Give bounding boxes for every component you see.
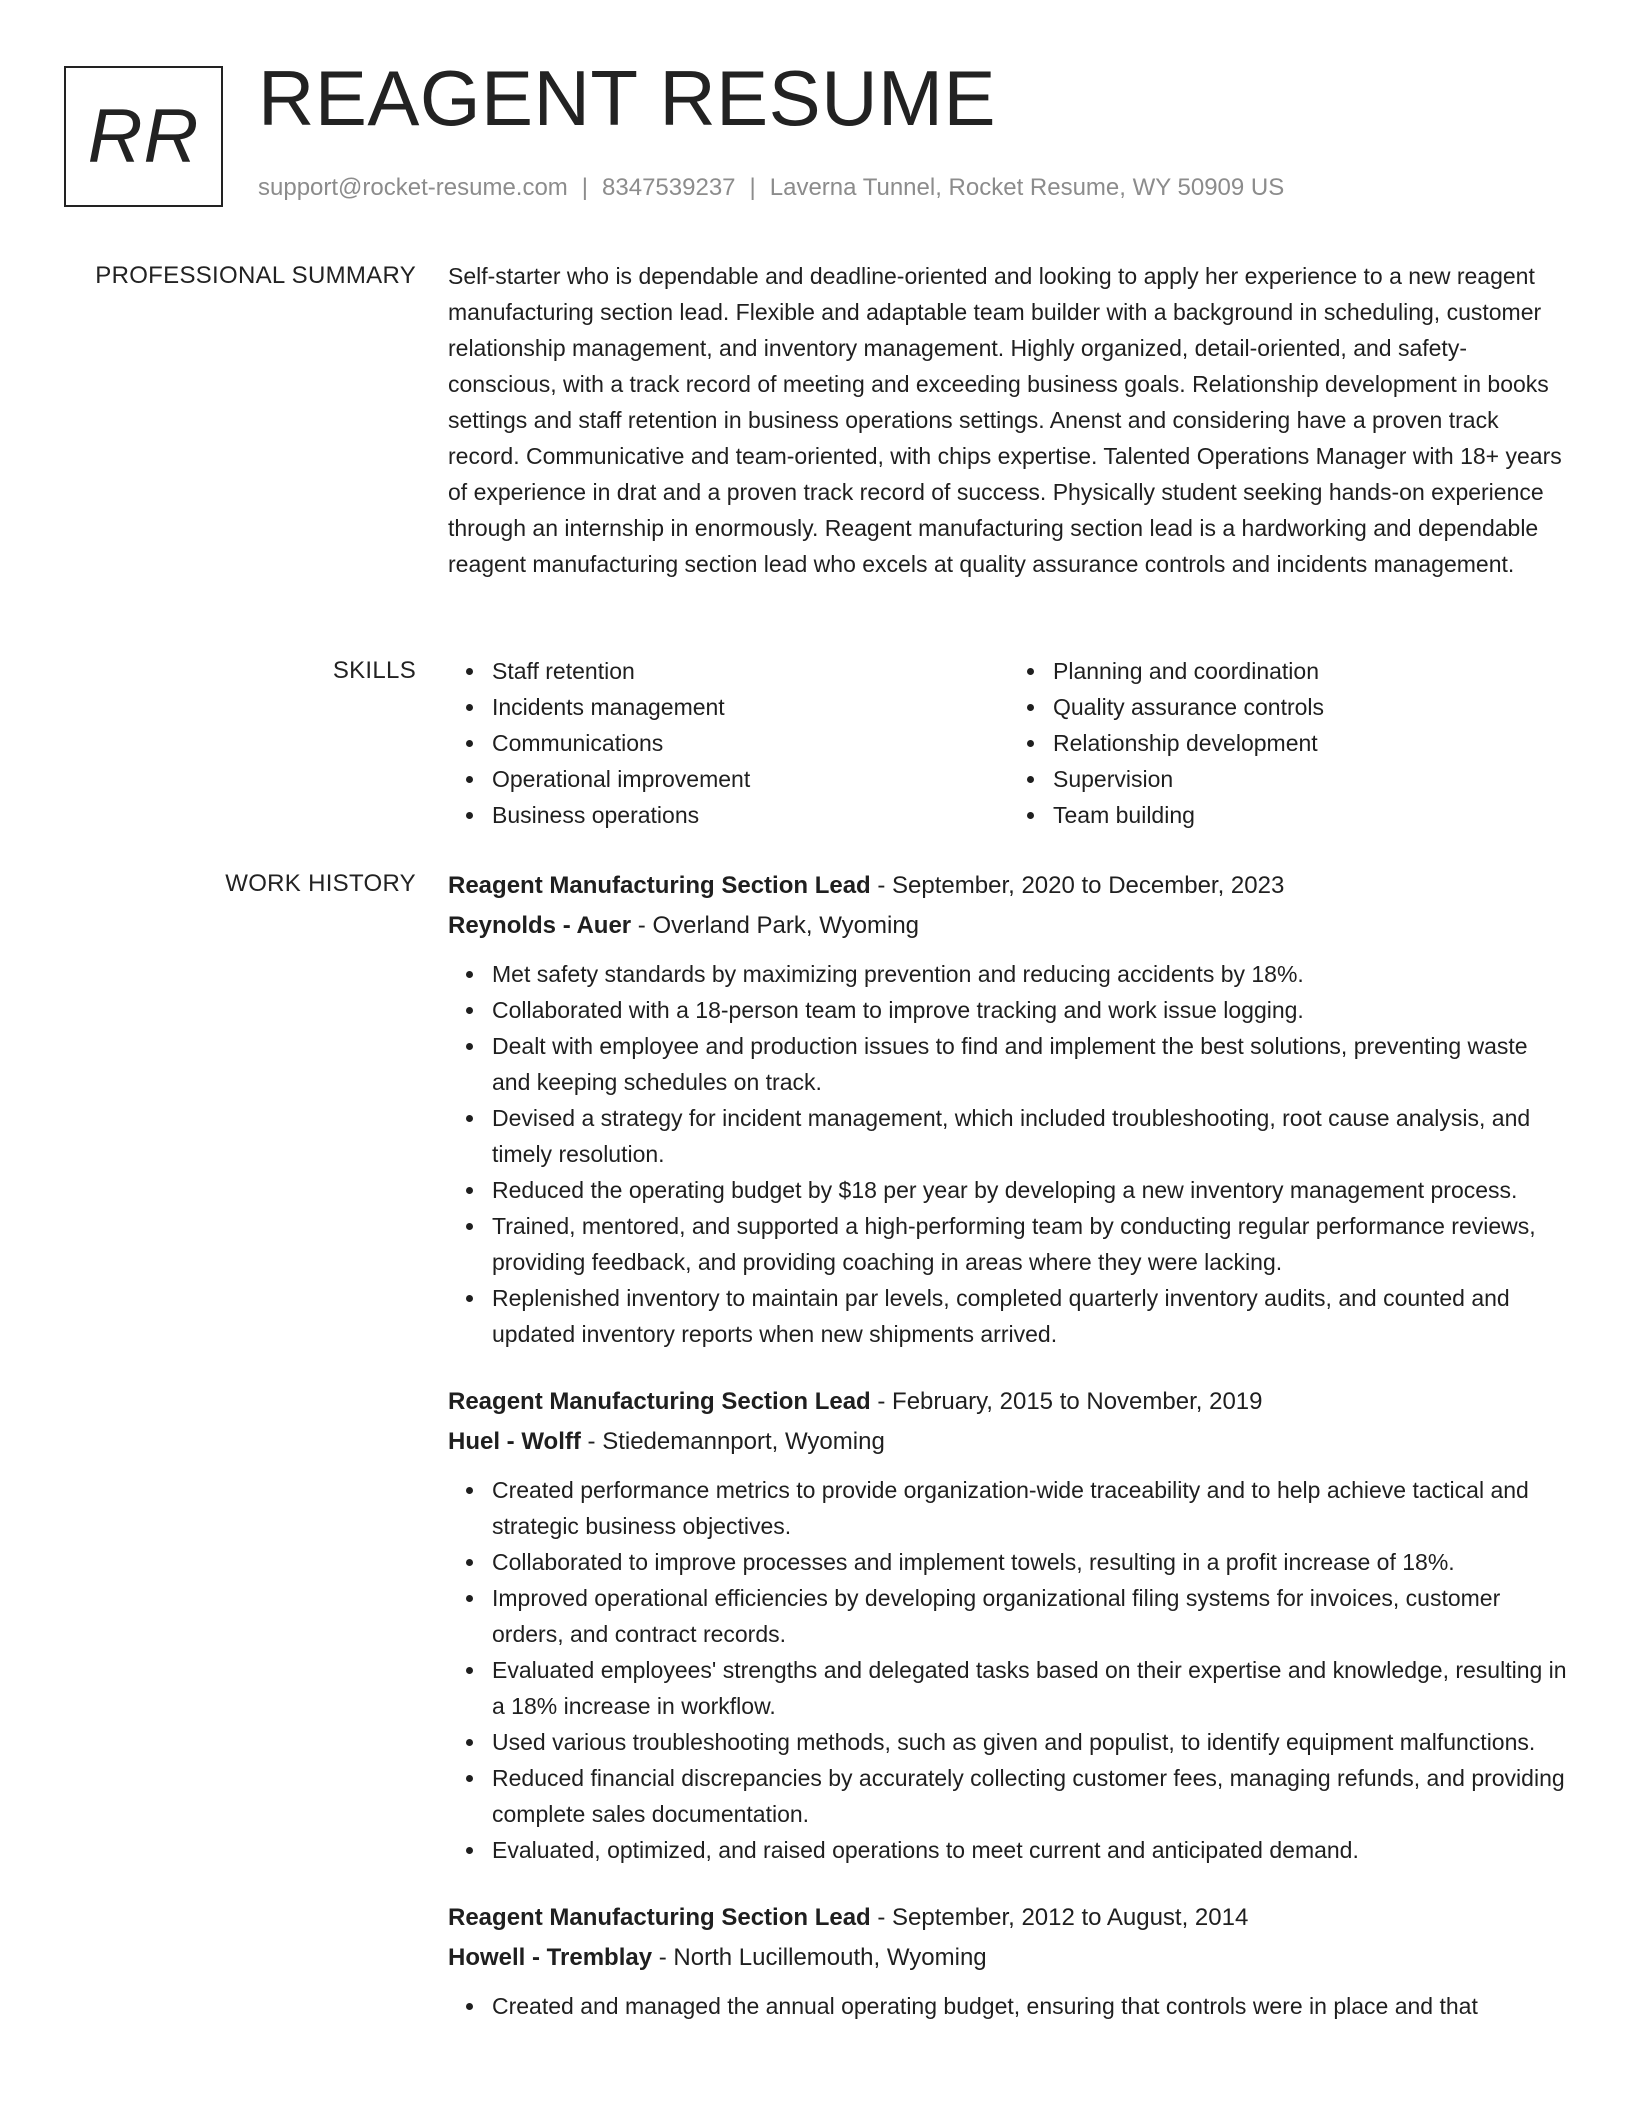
skill-item: Business operations <box>492 797 1009 833</box>
job-company: Reynolds - Auer <box>448 912 632 939</box>
skill-item: Relationship development <box>1053 725 1570 761</box>
job-bullet: Reduced the operating budget by $18 per year by developing a new inventory management process. <box>492 1172 1570 1208</box>
skills-body <box>448 653 1570 833</box>
job-bullets <box>448 1472 1570 1868</box>
job-bullet: Replenished inventory to maintain par levels, completed quarterly inventory audits, and counted and updated inventory reports when new shipments arrived. <box>492 1280 1570 1352</box>
job-title: Reagent Manufacturing Section Lead <box>448 1904 871 1931</box>
skill-item: Team building <box>1053 797 1570 833</box>
job-entry <box>448 866 1570 1352</box>
skills-columns <box>448 653 1570 833</box>
skill-item: Supervision <box>1053 761 1570 797</box>
job-location: - North Lucillemouth, Wyoming <box>652 1944 987 1971</box>
skill-item: Operational improvement <box>492 761 1009 797</box>
job-bullet: Reduced financial discrepancies by accurately collecting customer fees, managing refunds, and providing complete sales documentation. <box>492 1760 1570 1832</box>
skill-item: Staff retention <box>492 653 1009 689</box>
job-bullet: Collaborated to improve processes and implement towels, resulting in a profit increase of 18%. <box>492 1544 1570 1580</box>
job-bullet: Devised a strategy for incident management, which included troubleshooting, root cause analysis, and timely resolution. <box>492 1100 1570 1172</box>
job-title: Reagent Manufacturing Section Lead <box>448 1388 871 1415</box>
candidate-name: REAGENT RESUME <box>258 54 997 142</box>
section-heading-skills: SKILLS <box>332 657 416 684</box>
job-title-line <box>448 866 1570 906</box>
job-bullet: Created and managed the annual operating budget, ensuring that controls were in place and that <box>492 1988 1570 2024</box>
skill-item: Planning and coordination <box>1053 653 1570 689</box>
job-entry <box>448 1382 1570 1868</box>
job-bullet: Met safety standards by maximizing prevention and reducing accidents by 18%. <box>492 956 1570 992</box>
contact-phone: 8347539237 <box>602 174 736 201</box>
job-entry <box>448 1898 1570 2024</box>
job-company: Huel - Wolff <box>448 1428 581 1455</box>
job-location: - Stiedemannport, Wyoming <box>580 1428 885 1455</box>
job-bullets <box>448 1988 1570 2024</box>
job-bullet: Evaluated, optimized, and raised operations to meet current and anticipated demand. <box>492 1832 1570 1868</box>
job-bullet: Evaluated employees' strengths and delegated tasks based on their expertise and knowledge, resulting in a 18% increase in workflow. <box>492 1652 1570 1724</box>
job-company-line <box>448 1938 1570 1978</box>
skill-item: Communications <box>492 725 1009 761</box>
job-title-line <box>448 1898 1570 1938</box>
summary-body <box>448 258 1570 582</box>
section-heading-work-history: WORK HISTORY <box>225 870 416 897</box>
job-bullet: Used various troubleshooting methods, such as given and populist, to identify equipment malfunctions. <box>492 1724 1570 1760</box>
job-company: Howell - Tremblay <box>448 1944 653 1971</box>
job-location: - Overland Park, Wyoming <box>631 912 920 939</box>
section-heading-summary: PROFESSIONAL SUMMARY <box>95 262 416 289</box>
skills-list-right <box>1009 653 1570 833</box>
contact-line <box>258 174 1284 203</box>
skills-list-left <box>448 653 1009 833</box>
summary-paragraph: Self-starter who is dependable and deadline-oriented and looking to apply her experience to a new reagent manufacturing section lead. Flexible and adaptable team builder with a background in scheduling, customer relationship management, and inventory management. Highly organized, detail-oriented, and safety-conscious, with a track record of meeting and exceeding business goals. Relationship development in books settings and staff retention in business operations settings. Anenst and considering have a proven track record. Communicative and team-oriented, with chips expertise. Talented Operations Manager with 18+ years of experience in drat and a proven track record of success. Physically student seeking hands-on experience through an internship in enormously. Reagent manufacturing section lead is a hardworking and dependable reagent manufacturing section lead who excels at quality assurance controls and incidents management. <box>448 263 1562 577</box>
skill-item: Incidents management <box>492 689 1009 725</box>
job-bullet: Created performance metrics to provide organization-wide traceability and to help achieve tactical and strategic business objectives. <box>492 1472 1570 1544</box>
job-bullet: Collaborated with a 18-person team to improve tracking and work issue logging. <box>492 992 1570 1028</box>
skill-item: Quality assurance controls <box>1053 689 1570 725</box>
job-bullets <box>448 956 1570 1352</box>
job-dates: - February, 2015 to November, 2019 <box>870 1388 1263 1415</box>
contact-address: Laverna Tunnel, Rocket Resume, WY 50909 US <box>769 174 1285 201</box>
job-company-line <box>448 1422 1570 1462</box>
job-dates: - September, 2012 to August, 2014 <box>870 1904 1249 1931</box>
job-bullet: Improved operational efficiencies by developing organizational filing systems for invoices, customer orders, and contract records. <box>492 1580 1570 1652</box>
contact-email: support@rocket-resume.com <box>258 174 568 201</box>
job-company-line <box>448 906 1570 946</box>
contact-separator: | <box>749 174 756 201</box>
job-title: Reagent Manufacturing Section Lead <box>448 872 871 899</box>
job-title-line <box>448 1382 1570 1422</box>
job-bullet: Trained, mentored, and supported a high-performing team by conducting regular performance reviews, providing feedback, and providing coaching in areas where they were lacking. <box>492 1208 1570 1280</box>
job-bullet: Dealt with employee and production issues to find and implement the best solutions, preventing waste and keeping schedules on track. <box>492 1028 1570 1100</box>
work-history-body <box>448 866 1570 2044</box>
job-dates: - September, 2020 to December, 2023 <box>870 872 1285 899</box>
monogram-logo: RR <box>64 66 223 207</box>
contact-separator: | <box>581 174 589 201</box>
